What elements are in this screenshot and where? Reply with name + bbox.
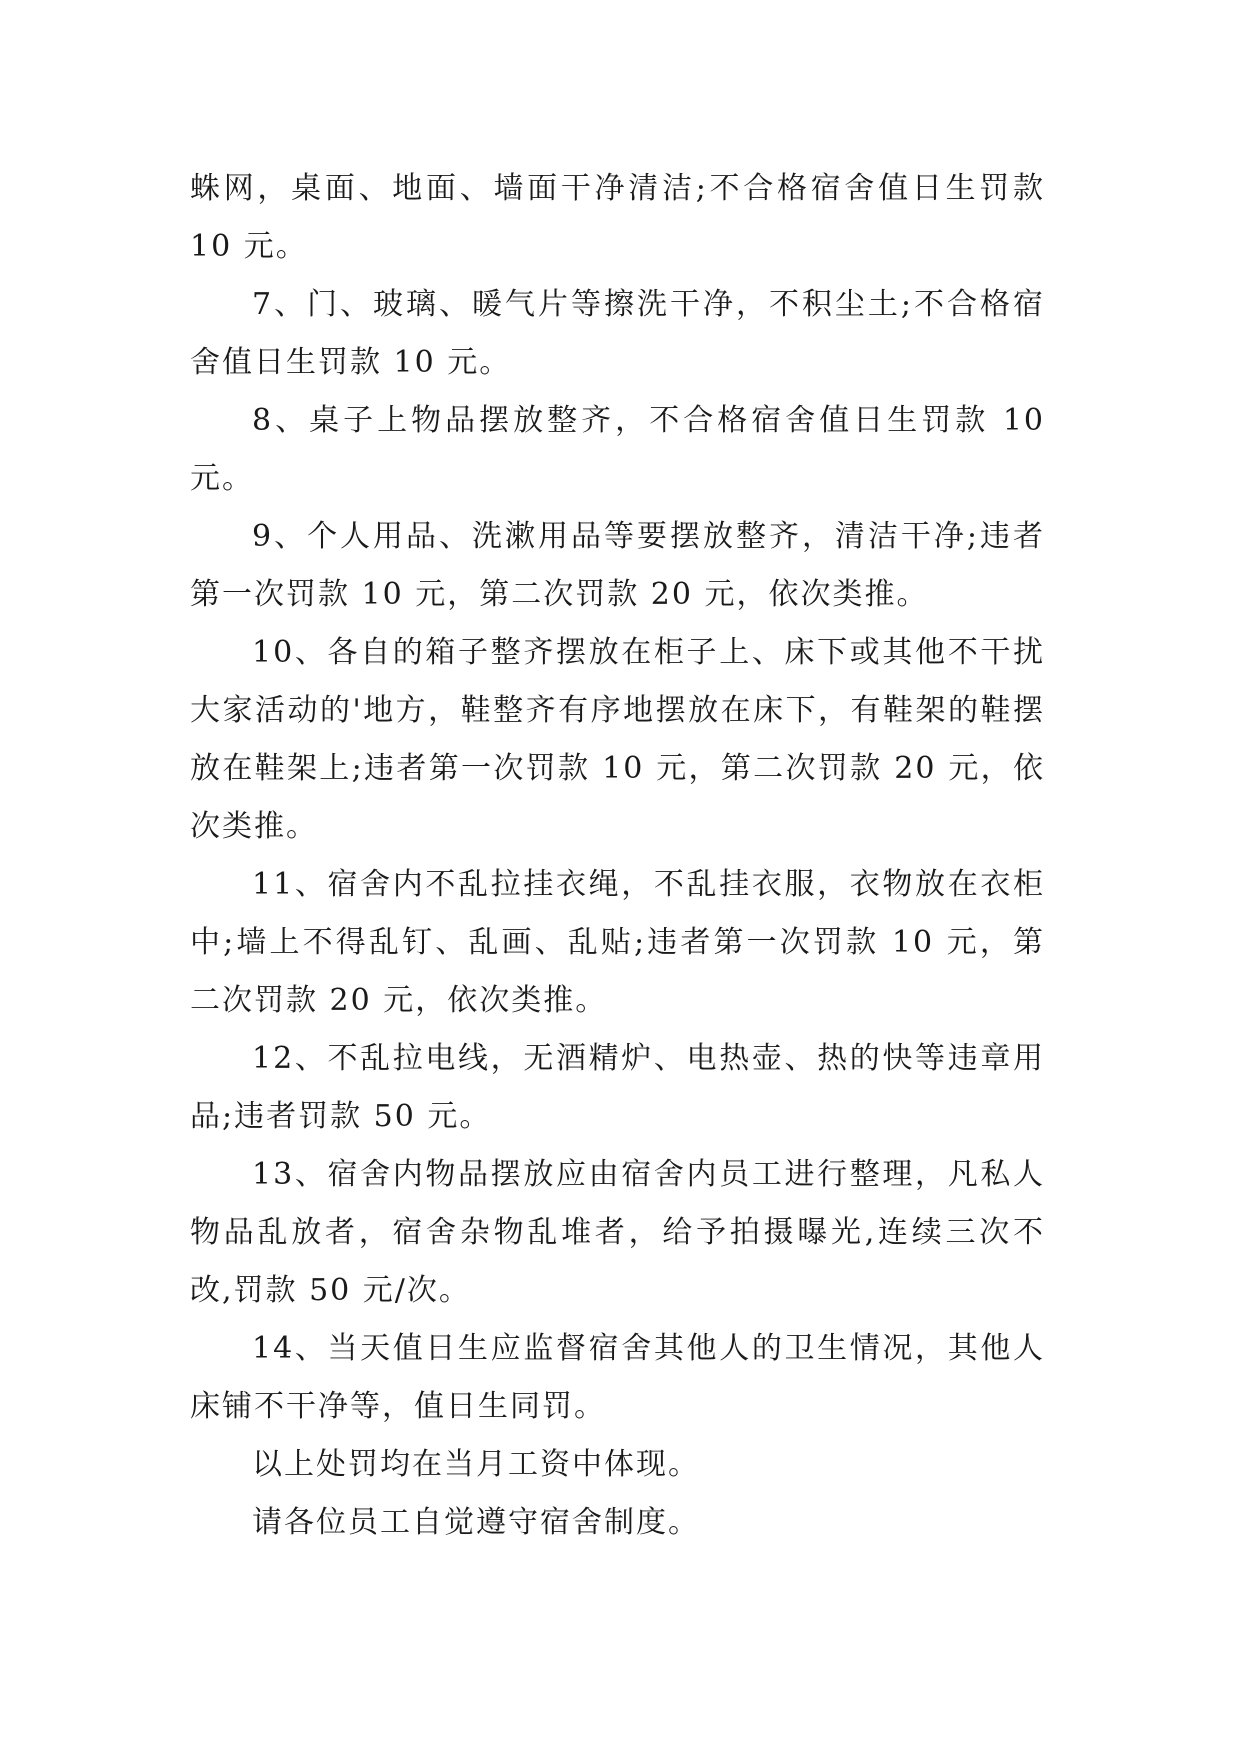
paragraph-rule-7: 7、门、玻璃、暖气片等擦洗干净，不积尘土;不合格宿舍值日生罚款 10 元。 bbox=[190, 287, 1045, 380]
paragraph-rule-12: 12、不乱拉电线，无酒精炉、电热壶、热的快等违章用品;违者罚款 50 元。 bbox=[190, 1041, 1045, 1134]
paragraph-closing: 请各位员工自觉遵守宿舍制度。 bbox=[252, 1505, 700, 1540]
paragraph-continued: 蛛网，桌面、地面、墙面干净清洁;不合格宿舍值日生罚款 10 元。 bbox=[190, 171, 1045, 264]
paragraph-rule-11: 11、宿舍内不乱拉挂衣绳，不乱挂衣服，衣物放在衣柜中;墙上不得乱钉、乱画、乱贴;违者第一次罚款 10 元，第二次罚款 20 元，依次类推。 bbox=[190, 867, 1045, 1018]
document-body bbox=[190, 160, 1045, 1552]
paragraph-rule-9: 9、个人用品、洗漱用品等要摆放整齐，清洁干净;违者第一次罚款 10 元，第二次罚款 20 元，依次类推。 bbox=[190, 519, 1045, 612]
paragraph-rule-13: 13、宿舍内物品摆放应由宿舍内员工进行整理，凡私人物品乱放者，宿舍杂物乱堆者，给予拍摄曝光,连续三次不改,罚款 50 元/次。 bbox=[190, 1157, 1045, 1308]
paragraph-rule-10: 10、各自的箱子整齐摆放在柜子上、床下或其他不干扰大家活动的'地方，鞋整齐有序地摆放在床下，有鞋架的鞋摆放在鞋架上;违者第一次罚款 10 元，第二次罚款 20 元，依次类推。 bbox=[190, 635, 1045, 844]
paragraph-rule-8: 8、桌子上物品摆放整齐，不合格宿舍值日生罚款 10 元。 bbox=[190, 403, 1045, 496]
paragraph-rule-14: 14、当天值日生应监督宿舍其他人的卫生情况，其他人床铺不干净等，值日生同罚。 bbox=[190, 1331, 1045, 1424]
paragraph-penalty-note: 以上处罚均在当月工资中体现。 bbox=[252, 1447, 700, 1482]
